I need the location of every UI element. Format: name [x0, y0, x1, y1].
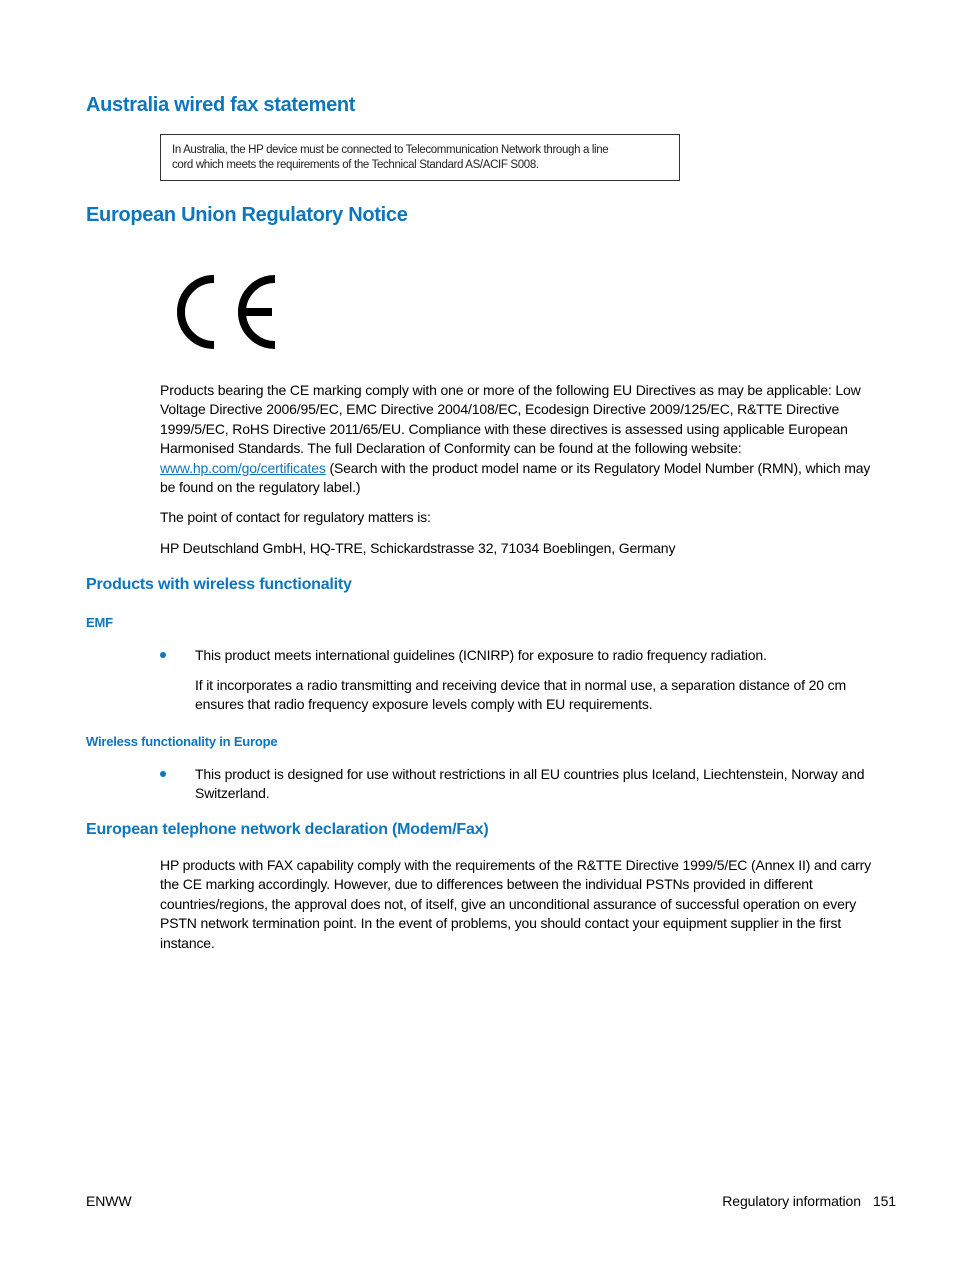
footer-section-name: Regulatory information — [722, 1193, 861, 1209]
australia-notice-line-1: In Australia, the HP device must be connected to Telecommunication Network through a line — [172, 144, 609, 156]
contact-address: HP Deutschland GmbH, HQ-TRE, Schickardstrasse 32, 71034 Boeblingen, Germany — [160, 540, 676, 556]
australia-notice-box — [160, 134, 680, 181]
footer-page-number: 151 — [872, 1193, 896, 1209]
ce-paragraph-text-start: Products bearing the CE marking comply with one or more of the following EU Directives as may be applicable: Low Voltage Directive 2006/95/EC, EMC Directive 2004/108/EC, Ecodesign Directive 2009/125/EC, R&TTE Directive 1999/5/EC, RoHS Directive 2011/65/EU. Compliance with these directives is assessed using applicable European Harmonised Standards. The full Declaration of Conformity can be found at the following website: — [160, 382, 861, 457]
footer-right — [722, 1193, 896, 1209]
ce-paragraph-text-end: (Search with the product model name or its Regulatory Model Number (RMN), which may be found on the regulatory label.) — [160, 459, 871, 496]
australia-heading: Australia wired fax statement — [86, 94, 356, 116]
ce-compliance-paragraph — [160, 381, 884, 497]
telephone-paragraph: HP products with FAX capability comply with the requirements of the R&TTE Directive 1999/5/EC (Annex II) and carry the CE marking accordingly. However, due to differences between the individual PSTNs provided in different countries/regions, the approval does not, of itself, give an unconditional assurance of successful operation on every PSTN network termination point. In the event of problems, you should contact your equipment supplier in the first instance. — [160, 857, 871, 951]
ce-mark-icon — [172, 268, 282, 354]
certificates-link[interactable]: www.hp.com/go/certificates — [160, 459, 326, 476]
ce-mark-logo — [172, 268, 282, 354]
emf-bullet-continuation: If it incorporates a radio transmitting and receiving device that in normal use, a separation distance of 20 cm ensures that radio frequency exposure levels comply with EU requirements. — [195, 677, 847, 713]
emf-bullet-text: This product meets international guidelines (ICNIRP) for exposure to radio frequency radiation. — [195, 647, 767, 663]
telephone-heading: European telephone network declaration (Modem/Fax) — [86, 821, 489, 838]
wireless-europe-bullet-text: This product is designed for use without restrictions in all EU countries plus Iceland, Liechtenstein, Norway and Switzerland. — [195, 766, 865, 802]
emf-bullet-marker — [160, 646, 168, 654]
wireless-europe-bullet-marker — [160, 765, 168, 773]
contact-intro: The point of contact for regulatory matters is: — [160, 509, 431, 525]
wireless-heading: Products with wireless functionality — [86, 576, 352, 593]
wireless-europe-heading: Wireless functionality in Europe — [86, 734, 278, 749]
emf-heading: EMF — [86, 615, 113, 630]
eu-heading: European Union Regulatory Notice — [86, 204, 408, 226]
australia-notice-line-2: cord which meets the requirements of the Technical Standard AS/ACIF S008. — [172, 159, 539, 171]
footer-left-label: ENWW — [86, 1193, 132, 1209]
